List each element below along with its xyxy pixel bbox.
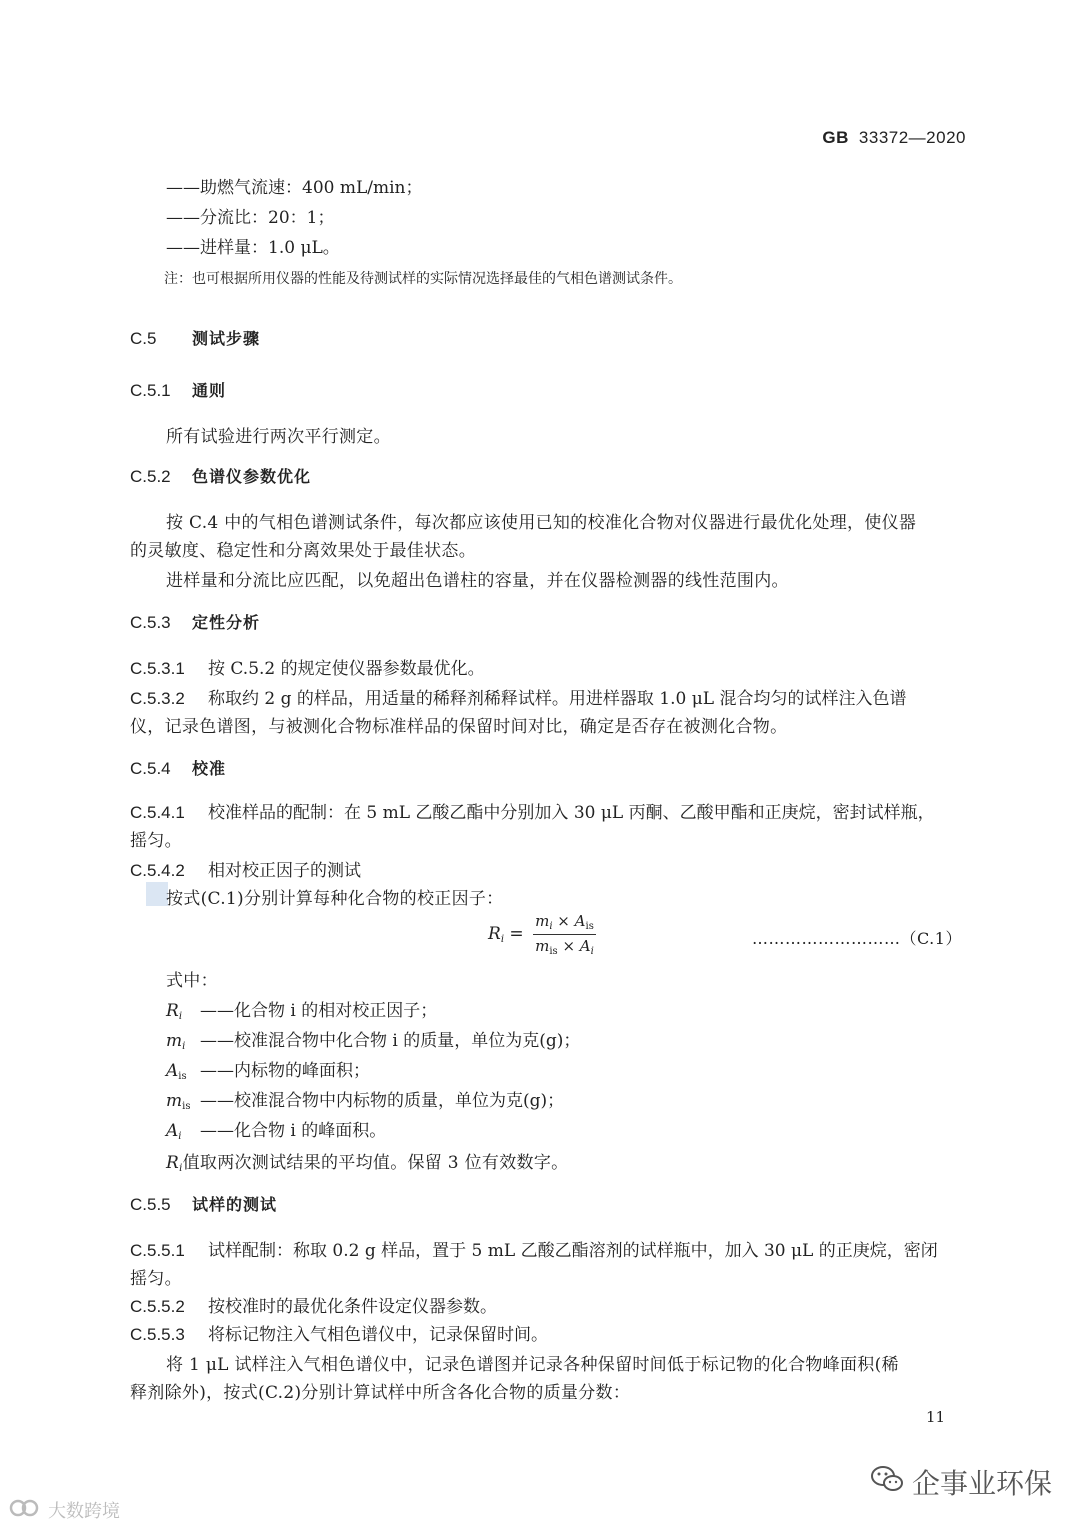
clause-c532-continued: 仪，记录色谱图，与被测化合物标准样品的保留时间对比，确定是否存在被测化合物。: [130, 717, 788, 737]
clause-c553: C.5.5.3 将标记物注入气相色谱仪中，记录保留时间。: [130, 1325, 548, 1345]
clause-c552: C.5.5.2 按校准时的最优化条件设定仪器参数。: [130, 1297, 497, 1317]
paragraph-injection-split: 进样量和分流比应匹配，以免超出色谱柱的容量，并在仪器检测器的线性范围内。: [166, 571, 789, 591]
list-item-injection-volume: ——进样量：1.0 μL。: [166, 238, 340, 258]
section-heading-c51: [130, 378, 226, 401]
standard-code: GB 33372—2020: [822, 128, 966, 147]
paragraph-calc-intro: 按式(C.1)分别计算每种化合物的校正因子：: [166, 889, 504, 909]
link-logo-icon: [8, 1498, 42, 1523]
formula-numerator: $m_i \times A_{is}$: [533, 912, 596, 935]
clause-c551-continued: 摇匀。: [130, 1269, 182, 1289]
definition-ais: $A_{is}$ ——内标物的峰面积；: [166, 1061, 370, 1082]
definition-ai: Ai ——化合物 i 的峰面积。: [166, 1121, 387, 1142]
definition-ri: Ri ——化合物 i 的相对校正因子；: [166, 1001, 438, 1022]
section-title: 定性分析: [192, 613, 261, 632]
clause-c531: C.5.3.1 按 C.5.2 的规定使仪器参数最优化。: [130, 659, 485, 679]
clause-c541: C.5.4.1 校准样品的配制：在 5 mL 乙酸乙酯中分别加入 30 μL 丙酮、乙酸甲酯和正庚烷，密封试样瓶，: [130, 803, 935, 823]
formula-equals: =: [509, 924, 524, 944]
section-number: C.5.3: [130, 613, 171, 632]
equation-number: ………………………（C.1）: [752, 929, 962, 948]
paragraph-optimization-line1: 按 C.4 中的气相色谱测试条件，每次都应该使用已知的校准化合物对仪器进行最优化处理，使仪器: [166, 513, 917, 533]
watermark-right-text: 企事业环保: [912, 1467, 1053, 1500]
ri-average-note: Ri值取两次测试结果的平均值。保留 3 位有效数字。: [166, 1153, 569, 1174]
list-item-split-ratio: ——分流比：20：1；: [166, 208, 335, 228]
list-item-gas-flow: ——助燃气流速：400 mL/min；: [166, 178, 423, 198]
clause-c542: C.5.4.2 相对校正因子的测试: [130, 861, 361, 881]
definition-mis: $m_{is}$ ——校准混合物中内标物的质量，单位为克(g)；: [166, 1091, 565, 1112]
section-number: C.5.1: [130, 381, 171, 400]
watermark-left-text: 大数跨境: [48, 1501, 120, 1522]
note-text: 注：也可根据所用仪器的性能及待测试样的实际情况选择最佳的气相色谱测试条件。: [164, 271, 682, 287]
section-title: 试样的测试: [192, 1195, 278, 1214]
scan-highlight: [146, 882, 168, 906]
section-number: C.5.2: [130, 467, 171, 486]
section-heading-c55: [130, 1192, 277, 1215]
section-title: 校准: [192, 759, 227, 778]
section-heading-c54: [130, 756, 226, 779]
formula-c1: [488, 912, 596, 957]
section-heading-c52: [130, 464, 311, 487]
paragraph-sample-test-line1: 将 1 μL 试样注入气相色谱仪中，记录色谱图并记录各种保留时间低于标记物的化合物峰面积(稀: [166, 1355, 899, 1375]
section-title: 测试步骤: [192, 329, 261, 348]
formula-fraction: [533, 912, 596, 957]
section-number: C.5: [130, 329, 157, 348]
paragraph-optimization-line2: 的灵敏度、稳定性和分离效果处于最佳状态。: [130, 541, 476, 561]
watermark-left: [8, 1497, 120, 1523]
section-heading-c53: [130, 610, 260, 633]
where-label: 式中：: [166, 971, 218, 991]
clause-c551: C.5.5.1 试样配制：称取 0.2 g 样品，置于 5 mL 乙酸乙酯溶剂的试样瓶中，加入 30 μL 的正庚烷，密闭: [130, 1241, 938, 1261]
clause-c541-continued: 摇匀。: [130, 831, 182, 851]
definition-mi: mi ——校准混合物中化合物 i 的质量，单位为克(g)；: [166, 1031, 581, 1052]
clause-c532: C.5.3.2 称取约 2 g 的样品，用适量的稀释剂稀释试样。用进样器取 1.0 μL 混合均匀的试样注入色谱: [130, 689, 907, 709]
formula-denominator: $m_{is} \times A_i$: [535, 937, 594, 957]
section-title: 色谱仪参数优化: [192, 467, 312, 486]
section-number: C.5.4: [130, 759, 171, 778]
section-number: C.5.5: [130, 1195, 171, 1214]
paragraph-general: 所有试验进行两次平行测定。: [166, 427, 391, 447]
formula-lhs: Ri: [488, 924, 505, 945]
section-title: 通则: [192, 381, 227, 400]
watermark-right: [870, 1462, 1052, 1502]
paragraph-sample-test-line2: 释剂除外)，按式(C.2)分别计算试样中所含各化合物的质量分数：: [130, 1383, 631, 1403]
wechat-icon: [870, 1464, 904, 1501]
section-heading-c5: [130, 326, 260, 349]
page-number: 11: [926, 1408, 946, 1426]
